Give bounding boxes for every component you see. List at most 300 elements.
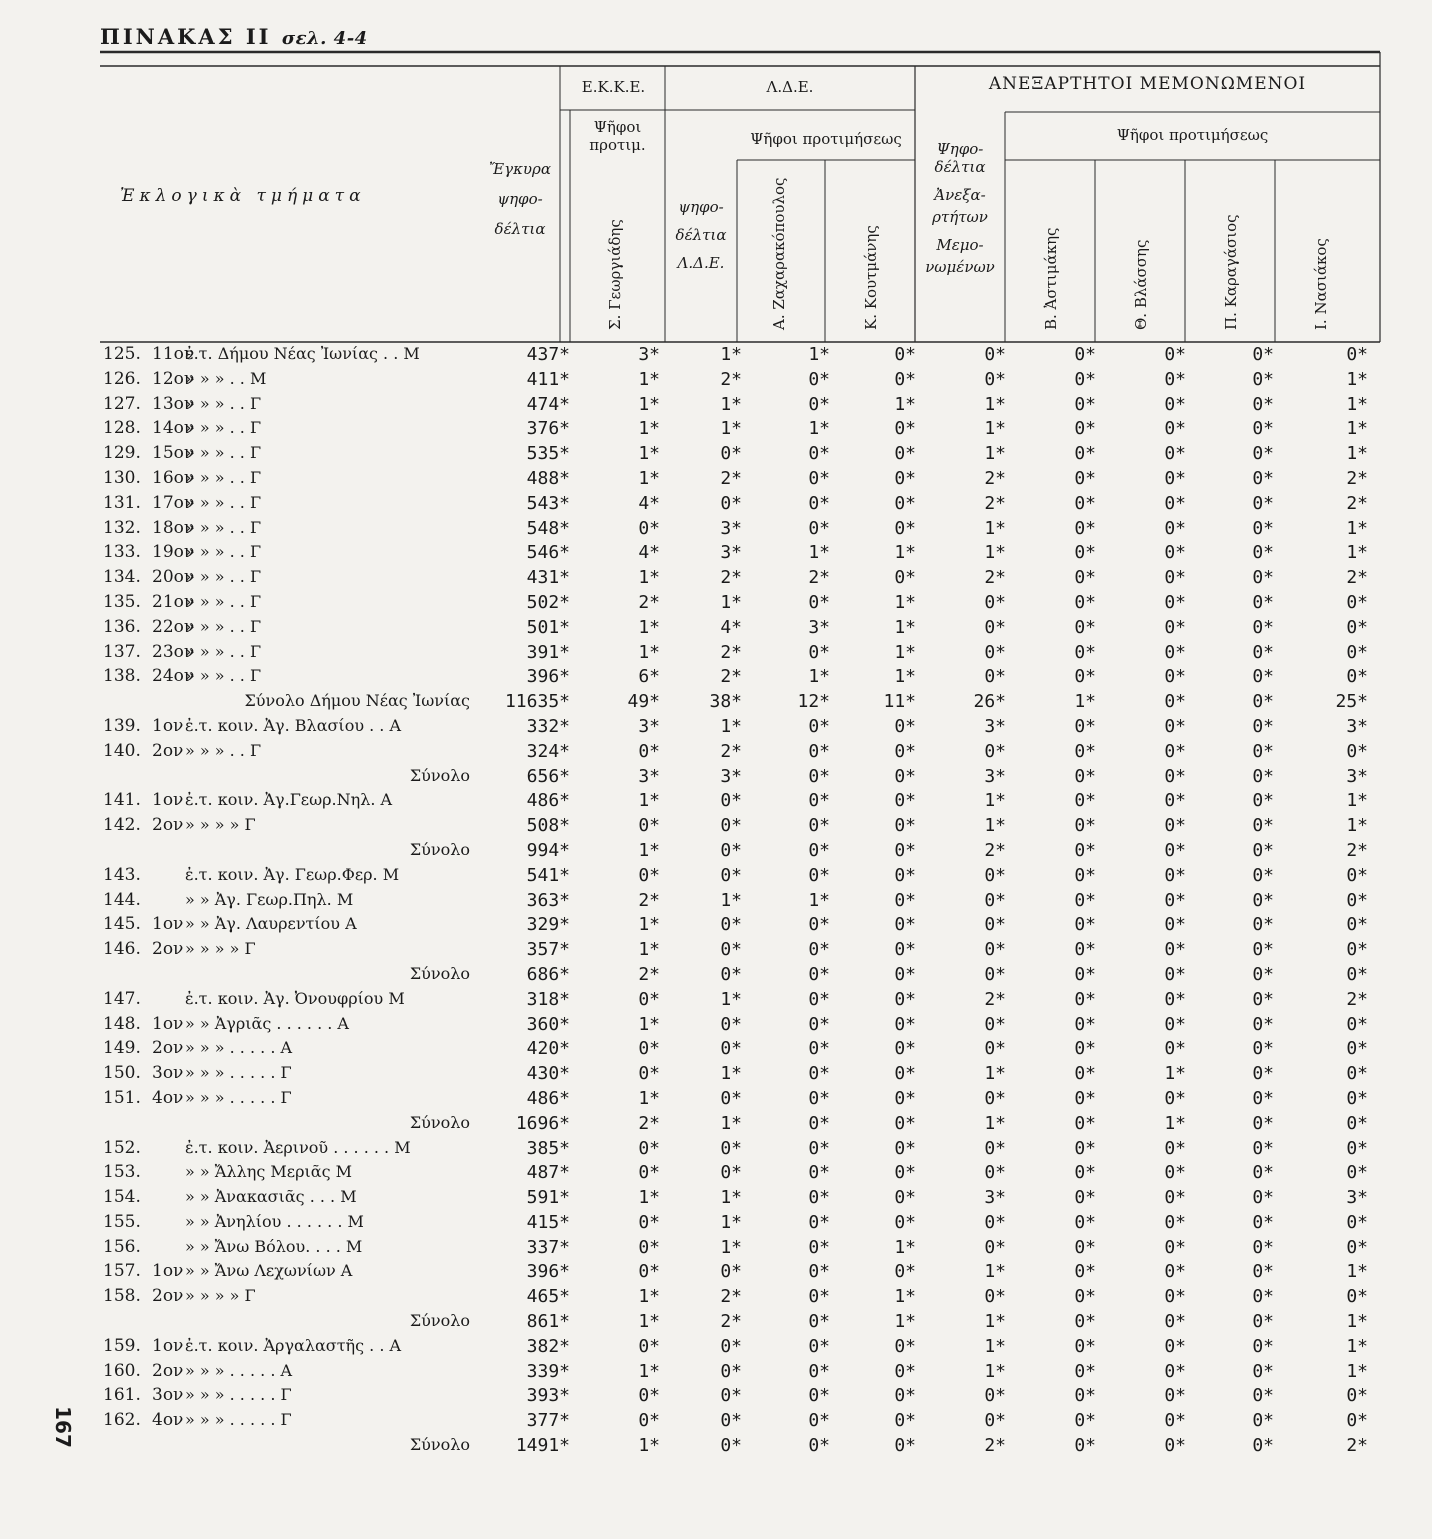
cell-value: 0*	[894, 889, 916, 911]
table-row	[0, 716, 1432, 741]
cell-value: 4*	[638, 542, 660, 564]
cell-value: 0*	[1164, 641, 1186, 663]
cell-value: 0*	[1252, 1063, 1274, 1085]
cell-value: 0*	[894, 1211, 916, 1233]
cell-value: 0*	[1252, 492, 1274, 514]
cell-value: 0*	[808, 591, 830, 613]
cell-value: 2*	[984, 467, 1006, 489]
table-row	[0, 1038, 1432, 1063]
cell-value: 0*	[1074, 1311, 1096, 1333]
cell-value: 1*	[1346, 418, 1368, 440]
cell-value: 0*	[984, 914, 1006, 936]
table-total-row	[0, 766, 1432, 791]
cell-value: 0*	[1252, 1410, 1274, 1432]
row-number: 139.	[103, 715, 141, 736]
row-number: 157.	[103, 1261, 141, 1282]
row-section: 1ον	[152, 715, 184, 736]
cell-value: 0*	[894, 1261, 916, 1283]
cell-value: 0*	[808, 368, 830, 390]
cell-value: 0*	[1346, 591, 1368, 613]
cell-value: 0*	[1252, 790, 1274, 812]
table-row	[0, 1410, 1432, 1435]
row-number: 158.	[103, 1286, 141, 1307]
row-number: 145.	[103, 914, 141, 935]
cell-value: 0*	[1074, 815, 1096, 837]
row-section: 1ον	[152, 790, 184, 811]
cell-value: 0*	[1074, 839, 1096, 861]
cell-value: 0*	[984, 1410, 1006, 1432]
cell-value: 0*	[1346, 1385, 1368, 1407]
cell-value: 1*	[638, 1286, 660, 1308]
cell-value: 0*	[720, 839, 742, 861]
cell-value: 0*	[638, 1236, 660, 1258]
cell-value: 1*	[808, 542, 830, 564]
cell-value: 0*	[1074, 1013, 1096, 1035]
cell-value: 0*	[808, 1286, 830, 1308]
row-section: 16ον	[152, 467, 195, 488]
cell-value: 0*	[1252, 1236, 1274, 1258]
row-description: » » Ἀγ. Λαυρεντίου Α	[185, 914, 357, 934]
cell-value: 502*	[526, 591, 570, 613]
cell-value: 0*	[1164, 715, 1186, 737]
row-description: ἐ.τ. κοιν. Ἀερινοῦ . . . . . . Μ	[185, 1137, 411, 1157]
row-section: 19ον	[152, 542, 195, 563]
cell-value: 0*	[1164, 517, 1186, 539]
cell-value: 1*	[720, 988, 742, 1010]
row-description: Σύνολο	[409, 1112, 470, 1132]
table-row	[0, 1237, 1432, 1262]
cell-value: 3*	[720, 542, 742, 564]
cell-value: 1*	[894, 616, 916, 638]
cell-value: 0*	[638, 1038, 660, 1060]
cell-value: 1*	[984, 1360, 1006, 1382]
table-row	[0, 493, 1432, 518]
cell-value: 1*	[984, 1063, 1006, 1085]
cell-value: 0*	[1164, 691, 1186, 713]
cell-value: 377*	[526, 1410, 570, 1432]
cell-value: 2*	[1346, 839, 1368, 861]
table-row	[0, 741, 1432, 766]
cell-value: 0*	[638, 1410, 660, 1432]
cell-value: 0*	[894, 765, 916, 787]
cell-value: 0*	[720, 1261, 742, 1283]
row-section: 2ον	[152, 1286, 184, 1307]
cell-value: 0*	[720, 1038, 742, 1060]
cell-value: 465*	[526, 1286, 570, 1308]
cell-value: 0*	[720, 1435, 742, 1457]
table-body	[0, 344, 1432, 1460]
row-number: 131.	[103, 492, 141, 513]
header-lde-cand-1: Α. Ζαχαρακόπουλος	[770, 177, 788, 330]
cell-value: 0*	[638, 1063, 660, 1085]
row-section: 3ον	[152, 1063, 184, 1084]
cell-value: 1*	[984, 790, 1006, 812]
cell-value: 0*	[984, 864, 1006, 886]
cell-value: 0*	[1252, 1038, 1274, 1060]
cell-value: 430*	[526, 1063, 570, 1085]
cell-value: 0*	[638, 988, 660, 1010]
cell-value: 0*	[1074, 368, 1096, 390]
cell-value: 2*	[1346, 1435, 1368, 1457]
cell-value: 0*	[894, 839, 916, 861]
cell-value: 3*	[984, 765, 1006, 787]
cell-value: 1*	[638, 368, 660, 390]
cell-value: 0*	[984, 740, 1006, 762]
cell-value: 1*	[808, 418, 830, 440]
row-description: » » Ἀνακασιᾶς . . . Μ	[185, 1187, 357, 1207]
row-description: » » » . . Γ	[185, 616, 262, 636]
cell-value: 2*	[720, 641, 742, 663]
cell-value: 12*	[797, 691, 830, 713]
header-lde-pref: Ψῆφοι προτιμήσεως	[750, 130, 902, 148]
row-number: 140.	[103, 740, 141, 761]
cell-value: 0*	[1164, 567, 1186, 589]
cell-value: 339*	[526, 1360, 570, 1382]
cell-value: 0*	[894, 740, 916, 762]
row-number: 160.	[103, 1360, 141, 1381]
cell-value: 2*	[1346, 492, 1368, 514]
cell-value: 0*	[894, 963, 916, 985]
cell-value: 0*	[1164, 1385, 1186, 1407]
cell-value: 2*	[1346, 988, 1368, 1010]
cell-value: 0*	[1252, 1286, 1274, 1308]
cell-value: 0*	[1252, 839, 1274, 861]
cell-value: 0*	[1252, 1013, 1274, 1035]
cell-value: 2*	[984, 988, 1006, 1010]
cell-value: 1*	[638, 467, 660, 489]
row-number: 162.	[103, 1410, 141, 1431]
cell-value: 0*	[1164, 492, 1186, 514]
cell-value: 1*	[720, 591, 742, 613]
cell-value: 0*	[1346, 939, 1368, 961]
header-valid-ballots: Ἔγκυρα ψηφο- δέλτια	[489, 160, 551, 238]
cell-value: 0*	[1074, 666, 1096, 688]
table-row	[0, 1385, 1432, 1410]
table-row	[0, 1088, 1432, 1113]
cell-value: 0*	[1164, 1013, 1186, 1035]
cell-value: 0*	[720, 1013, 742, 1035]
cell-value: 0*	[984, 666, 1006, 688]
cell-value: 1*	[808, 889, 830, 911]
table-total-row	[0, 1113, 1432, 1138]
cell-value: 0*	[808, 963, 830, 985]
cell-value: 0*	[1074, 1435, 1096, 1457]
cell-value: 0*	[1164, 790, 1186, 812]
table-row	[0, 394, 1432, 419]
row-section: 2ον	[152, 1360, 184, 1381]
table-row	[0, 666, 1432, 691]
row-number: 129.	[103, 443, 141, 464]
cell-value: 1*	[984, 1261, 1006, 1283]
cell-value: 0*	[984, 939, 1006, 961]
cell-value: 0*	[720, 1087, 742, 1109]
cell-value: 486*	[526, 1087, 570, 1109]
cell-value: 0*	[1252, 542, 1274, 564]
header-ind-cand-3: Π. Καραγάσιος	[1222, 214, 1240, 330]
cell-value: 1*	[894, 1286, 916, 1308]
cell-value: 0*	[638, 517, 660, 539]
cell-value: 0*	[720, 1137, 742, 1159]
cell-value: 1491*	[515, 1435, 570, 1457]
cell-value: 1*	[1346, 443, 1368, 465]
cell-value: 0*	[1252, 988, 1274, 1010]
cell-value: 591*	[526, 1187, 570, 1209]
cell-value: 994*	[526, 839, 570, 861]
row-section: 1ον	[152, 1013, 184, 1034]
row-section: 2ον	[152, 939, 184, 960]
cell-value: 0*	[1074, 1063, 1096, 1085]
table-row	[0, 939, 1432, 964]
cell-value: 0*	[638, 1385, 660, 1407]
row-section: 13ον	[152, 393, 195, 414]
cell-value: 1*	[1346, 542, 1368, 564]
cell-value: 0*	[894, 1038, 916, 1060]
cell-value: 38*	[709, 691, 742, 713]
row-description: » » Ἀγριᾶς . . . . . . Α	[185, 1013, 349, 1033]
row-description: » » » . . Γ	[185, 641, 262, 661]
cell-value: 0*	[1074, 864, 1096, 886]
cell-value: 0*	[808, 393, 830, 415]
cell-value: 0*	[808, 790, 830, 812]
cell-value: 0*	[984, 1162, 1006, 1184]
cell-value: 3*	[1346, 1187, 1368, 1209]
cell-value: 0*	[1346, 1286, 1368, 1308]
cell-value: 0*	[1252, 567, 1274, 589]
cell-value: 1*	[1346, 517, 1368, 539]
cell-value: 11635*	[504, 691, 570, 713]
cell-value: 1*	[984, 815, 1006, 837]
cell-value: 0*	[808, 864, 830, 886]
cell-value: 0*	[638, 1211, 660, 1233]
cell-value: 0*	[1074, 641, 1096, 663]
row-number: 144.	[103, 889, 141, 910]
cell-value: 0*	[894, 418, 916, 440]
cell-value: 0*	[894, 939, 916, 961]
cell-value: 0*	[720, 1410, 742, 1432]
cell-value: 0*	[1164, 542, 1186, 564]
cell-value: 329*	[526, 914, 570, 936]
cell-value: 0*	[1346, 1013, 1368, 1035]
cell-value: 0*	[1164, 1187, 1186, 1209]
cell-value: 0*	[894, 914, 916, 936]
cell-value: 0*	[808, 1211, 830, 1233]
cell-value: 1*	[1346, 815, 1368, 837]
cell-value: 2*	[720, 467, 742, 489]
table-row	[0, 1361, 1432, 1386]
row-description: » » » . . Γ	[185, 393, 262, 413]
row-description: » » » . . . . . Γ	[185, 1063, 292, 1083]
table-row	[0, 865, 1432, 890]
cell-value: 0*	[1252, 368, 1274, 390]
row-number: 148.	[103, 1013, 141, 1034]
cell-value: 0*	[1164, 1410, 1186, 1432]
cell-value: 391*	[526, 641, 570, 663]
cell-value: 1*	[720, 393, 742, 415]
cell-value: 0*	[1252, 616, 1274, 638]
row-section: 2ον	[152, 740, 184, 761]
cell-value: 332*	[526, 715, 570, 737]
cell-value: 0*	[1252, 1385, 1274, 1407]
row-description: Σύνολο	[409, 765, 470, 785]
row-number: 149.	[103, 1038, 141, 1059]
row-description: ἐ.τ. κοιν. Ἀγ. Βλασίου . . Α	[185, 715, 402, 735]
row-description: » » » . . . . . Α	[185, 1360, 293, 1380]
cell-value: 3*	[638, 765, 660, 787]
cell-value: 0*	[1252, 1335, 1274, 1357]
cell-value: 0*	[894, 344, 916, 365]
row-number: 150.	[103, 1063, 141, 1084]
cell-value: 0*	[984, 616, 1006, 638]
cell-value: 0*	[1074, 393, 1096, 415]
cell-value: 0*	[808, 1410, 830, 1432]
cell-value: 0*	[984, 963, 1006, 985]
row-section: 1ον	[152, 914, 184, 935]
table-row	[0, 567, 1432, 592]
row-number: 137.	[103, 641, 141, 662]
cell-value: 415*	[526, 1211, 570, 1233]
cell-value: 0*	[1074, 1286, 1096, 1308]
cell-value: 548*	[526, 517, 570, 539]
cell-value: 0*	[894, 1087, 916, 1109]
cell-value: 0*	[1252, 641, 1274, 663]
cell-value: 0*	[1164, 418, 1186, 440]
cell-value: 0*	[894, 1137, 916, 1159]
cell-value: 376*	[526, 418, 570, 440]
table-total-row	[0, 1435, 1432, 1460]
cell-value: 1*	[984, 1112, 1006, 1134]
cell-value: 0*	[894, 368, 916, 390]
cell-value: 0*	[720, 1385, 742, 1407]
cell-value: 501*	[526, 616, 570, 638]
cell-value: 1*	[638, 641, 660, 663]
row-number: 147.	[103, 988, 141, 1009]
cell-value: 0*	[1252, 740, 1274, 762]
cell-value: 0*	[808, 914, 830, 936]
table-row	[0, 890, 1432, 915]
cell-value: 0*	[638, 740, 660, 762]
cell-value: 1*	[894, 666, 916, 688]
cell-value: 0*	[1164, 1137, 1186, 1159]
table-row	[0, 1138, 1432, 1163]
cell-value: 0*	[1074, 914, 1096, 936]
cell-value: 0*	[1252, 517, 1274, 539]
cell-value: 1*	[638, 914, 660, 936]
row-description: » » » . . . . . Α	[185, 1038, 293, 1058]
header-ekke-cand-1: Σ. Γεωργιάδης	[606, 219, 624, 330]
cell-value: 0*	[894, 1112, 916, 1134]
row-number: 142.	[103, 815, 141, 836]
cell-value: 0*	[1252, 864, 1274, 886]
cell-value: 1*	[720, 344, 742, 365]
cell-value: 686*	[526, 963, 570, 985]
cell-value: 0*	[1074, 517, 1096, 539]
cell-value: 2*	[720, 368, 742, 390]
cell-value: 0*	[638, 1162, 660, 1184]
cell-value: 0*	[808, 1187, 830, 1209]
cell-value: 0*	[894, 467, 916, 489]
cell-value: 0*	[720, 864, 742, 886]
cell-value: 0*	[1164, 1435, 1186, 1457]
cell-value: 3*	[720, 517, 742, 539]
cell-value: 1*	[720, 1063, 742, 1085]
row-section: 20ον	[152, 567, 195, 588]
cell-value: 1*	[720, 1112, 742, 1134]
cell-value: 0*	[1164, 1286, 1186, 1308]
row-section: 24ον	[152, 666, 195, 687]
cell-value: 420*	[526, 1038, 570, 1060]
cell-value: 0*	[808, 815, 830, 837]
cell-value: 0*	[1074, 1410, 1096, 1432]
cell-value: 0*	[1252, 1162, 1274, 1184]
row-section: 17ον	[152, 492, 195, 513]
cell-value: 0*	[808, 939, 830, 961]
table-total-row	[0, 1311, 1432, 1336]
row-number: 136.	[103, 616, 141, 637]
cell-value: 3*	[720, 765, 742, 787]
row-number: 134.	[103, 567, 141, 588]
cell-value: 0*	[1164, 467, 1186, 489]
row-description: » » » . . . . . Γ	[185, 1087, 292, 1107]
cell-value: 0*	[1074, 567, 1096, 589]
cell-value: 1*	[720, 1187, 742, 1209]
cell-value: 0*	[1074, 1112, 1096, 1134]
cell-value: 0*	[1164, 988, 1186, 1010]
cell-value: 0*	[1252, 1435, 1274, 1457]
cell-value: 0*	[1164, 1311, 1186, 1333]
table-row	[0, 1212, 1432, 1237]
cell-value: 0*	[894, 1013, 916, 1035]
row-description: » » » » Γ	[185, 815, 256, 835]
cell-value: 0*	[1164, 839, 1186, 861]
cell-value: 0*	[1074, 1236, 1096, 1258]
cell-value: 2*	[638, 591, 660, 613]
cell-value: 393*	[526, 1385, 570, 1407]
row-section: 22ον	[152, 616, 195, 637]
cell-value: 0*	[1164, 443, 1186, 465]
cell-value: 1*	[638, 1311, 660, 1333]
cell-value: 0*	[1074, 715, 1096, 737]
row-number: 154.	[103, 1187, 141, 1208]
table-total-row	[0, 691, 1432, 716]
row-section: 4ον	[152, 1410, 184, 1431]
row-number: 130.	[103, 467, 141, 488]
cell-value: 0*	[1346, 1087, 1368, 1109]
cell-value: 0*	[984, 1236, 1006, 1258]
cell-value: 0*	[1164, 1335, 1186, 1357]
cell-value: 3*	[638, 344, 660, 365]
cell-value: 1*	[720, 1211, 742, 1233]
cell-value: 0*	[984, 1286, 1006, 1308]
cell-value: 0*	[808, 740, 830, 762]
cell-value: 0*	[894, 492, 916, 514]
cell-value: 0*	[1252, 1261, 1274, 1283]
table-row	[0, 642, 1432, 667]
row-number: 155.	[103, 1211, 141, 1232]
cell-value: 0*	[894, 790, 916, 812]
cell-value: 0*	[1252, 344, 1274, 365]
cell-value: 0*	[1164, 963, 1186, 985]
row-description: ἐ.τ. κοιν. Ἀγ. Γεωρ.Φερ. Μ	[185, 864, 400, 884]
cell-value: 0*	[1346, 1162, 1368, 1184]
cell-value: 0*	[1346, 344, 1368, 365]
cell-value: 0*	[1164, 864, 1186, 886]
cell-value: 0*	[984, 1137, 1006, 1159]
cell-value: 0*	[808, 1038, 830, 1060]
cell-value: 1*	[894, 1311, 916, 1333]
cell-value: 0*	[720, 1335, 742, 1357]
cell-value: 0*	[1252, 666, 1274, 688]
row-description: » » Ἀγ. Γεωρ.Πηλ. Μ	[185, 889, 354, 909]
